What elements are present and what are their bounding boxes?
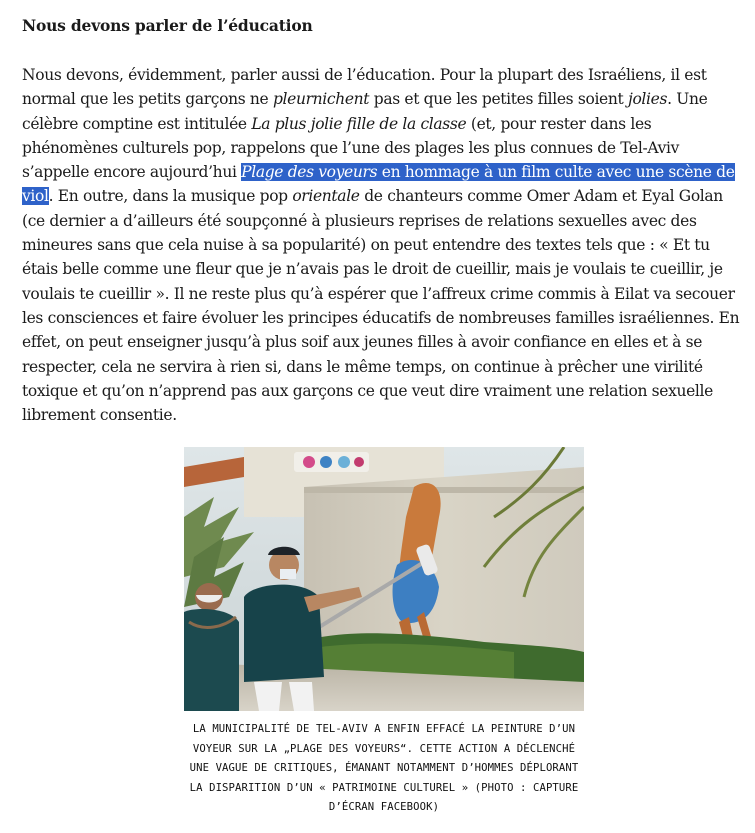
photo-caption: LA MUNICIPALITÉ DE TEL-AVIV A ENFIN EFFACÉ LA PEINTURE D’UN VOYEUR SUR LA „PLAGE DES VOYEURS“. CETTE ACTION A DÉCLENCHÉ UNE VAGUE DE CRITIQUES, ÉMANANT NOTAMMENT D’HOMMES DÉPLORANT LA DISPARITION D’UN « PATRIMOINE CULTUREL » (PHOTO : CAPTURE D’ÉCRAN FACEBOOK)	[189, 723, 579, 813]
paragraph-run: . En outre, dans la musique pop	[48, 187, 293, 206]
paragraph-run: de chanteurs comme Omer Adam et Eyal Golan (ce dernier a d’ailleurs été soupçonné à plusieurs reprises de relations sexuelles avec des mineures sans que cela nuise à sa popularité) on peut entendre des textes tels que : « Et tu étais belle comme une fleur que je n’avais pas le droit de cueillir, mais je voulais te cueillir, je voulais te cueillir ». Il ne reste plus qu’à espérer que l’affreux crime commis à Eilat va secouer les consciences et faire évoluer les principes éducatifs de nombreuses familles israéliennes. En effet, on peut enseigner jusqu’à plus soif aux jeunes filles à avoir confiance en elles et à se respecter, cela ne servira à rien si, dans le même temps, on continue à prêcher une virilité toxique et qu’on n’apprend pas aux garçons ce que veut dire vraiment une relation sexuelle librement consentie.	[22, 187, 740, 425]
article-figure	[184, 447, 584, 818]
paragraph-run: . Une célèbre comptine est intitulée	[22, 90, 708, 133]
article-photo	[184, 447, 584, 711]
paragraph-run: (et, pour rester dans les phénomènes culturels pop, rappelons que l’une des plages les plus connues de Tel-Aviv s’appelle encore aujourd’hui	[22, 114, 680, 182]
paragraph-run-italic: jolies	[627, 90, 668, 109]
section-heading: Nous devons parler de l’éducation	[22, 16, 313, 35]
song-title: La plus jolie fille de la classe	[251, 114, 467, 133]
article-paragraph	[22, 63, 740, 427]
paragraph-run: Nous devons, évidemment, parler aussi de l’éducation. Pour la plupart des Israéliens, il est normal que les petits garçons ne	[22, 66, 707, 109]
paragraph-run: pas et que les petites filles soient	[369, 90, 628, 109]
selected-text[interactable]: en hommage à un film culte avec une scène de viol	[22, 163, 735, 206]
paragraph-run-italic: pleurnichent	[272, 90, 370, 109]
article	[22, 14, 740, 427]
paragraph-run-italic: orientale	[292, 187, 360, 206]
selected-text-beach-name[interactable]: Plage des voyeurs	[241, 163, 378, 182]
